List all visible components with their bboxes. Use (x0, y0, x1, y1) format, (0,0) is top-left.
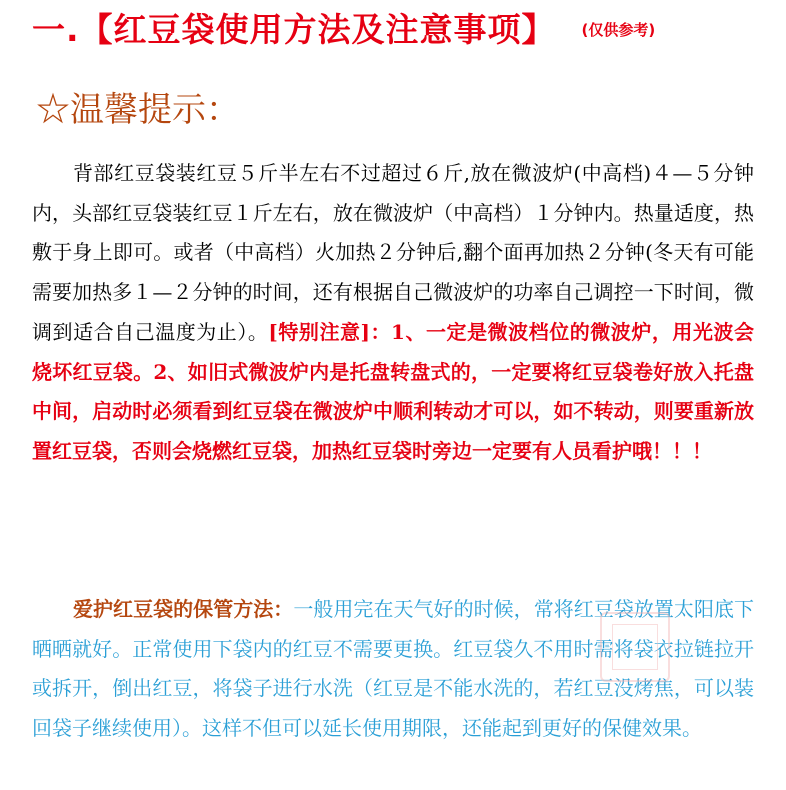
watermark-stamp (600, 612, 670, 682)
care-text: 一般用完在天气好的时候，常将红豆袋放置太阳底下晒晒就好。正常使用下袋内的红豆不需要更换。红豆袋久不用时需将袋衣拉链拉开或拆开，倒出红豆，将袋子进行水洗（红豆是不能水洗的，若红豆没烤焦，可以装回袋子继续使用）。这样不但可以延长使用期限，还能起到更好的保健效果。 (32, 597, 755, 741)
usage-text: 背部红豆袋装红豆５斤半左右不过超过６斤,放在微波炉(中高档)４—５分钟内，头部红豆袋装红豆１斤左右，放在微波炉（中高档）１分钟内。热量适度，热敷于身上即可。或者（中高档）火加热２分钟后,翻个面再加热２分钟(冬天有可能需要加热多１—２分钟的时间，还有根据自己微波炉的功率自己调控一下时间，微调到适合自己温度为止）。 (32, 161, 754, 344)
reference-note: (仅供参考) (581, 21, 656, 39)
special-warning: [特别注意]：1、一定是微波档位的微波炉，用光波会烧坏红豆袋。2、如旧式微波炉内是托盘转盘式的，一定要将红豆袋卷好放入托盘中间，启动时必须看到红豆袋在微波炉中顺利转动才可以，如不转动，则要重新放置红豆袋，否则会烧燃红豆袋，加热红豆袋时旁边一定要有人员看护哦！！！ (32, 319, 755, 463)
page-title: 一.【红豆袋使用方法及注意事项】 (32, 10, 556, 49)
care-label: 爱护红豆袋的保管方法： (73, 597, 294, 621)
usage-paragraph (32, 154, 754, 472)
warm-tip-heading: ☆温馨提示： (36, 90, 240, 130)
page-title-row (32, 4, 655, 51)
